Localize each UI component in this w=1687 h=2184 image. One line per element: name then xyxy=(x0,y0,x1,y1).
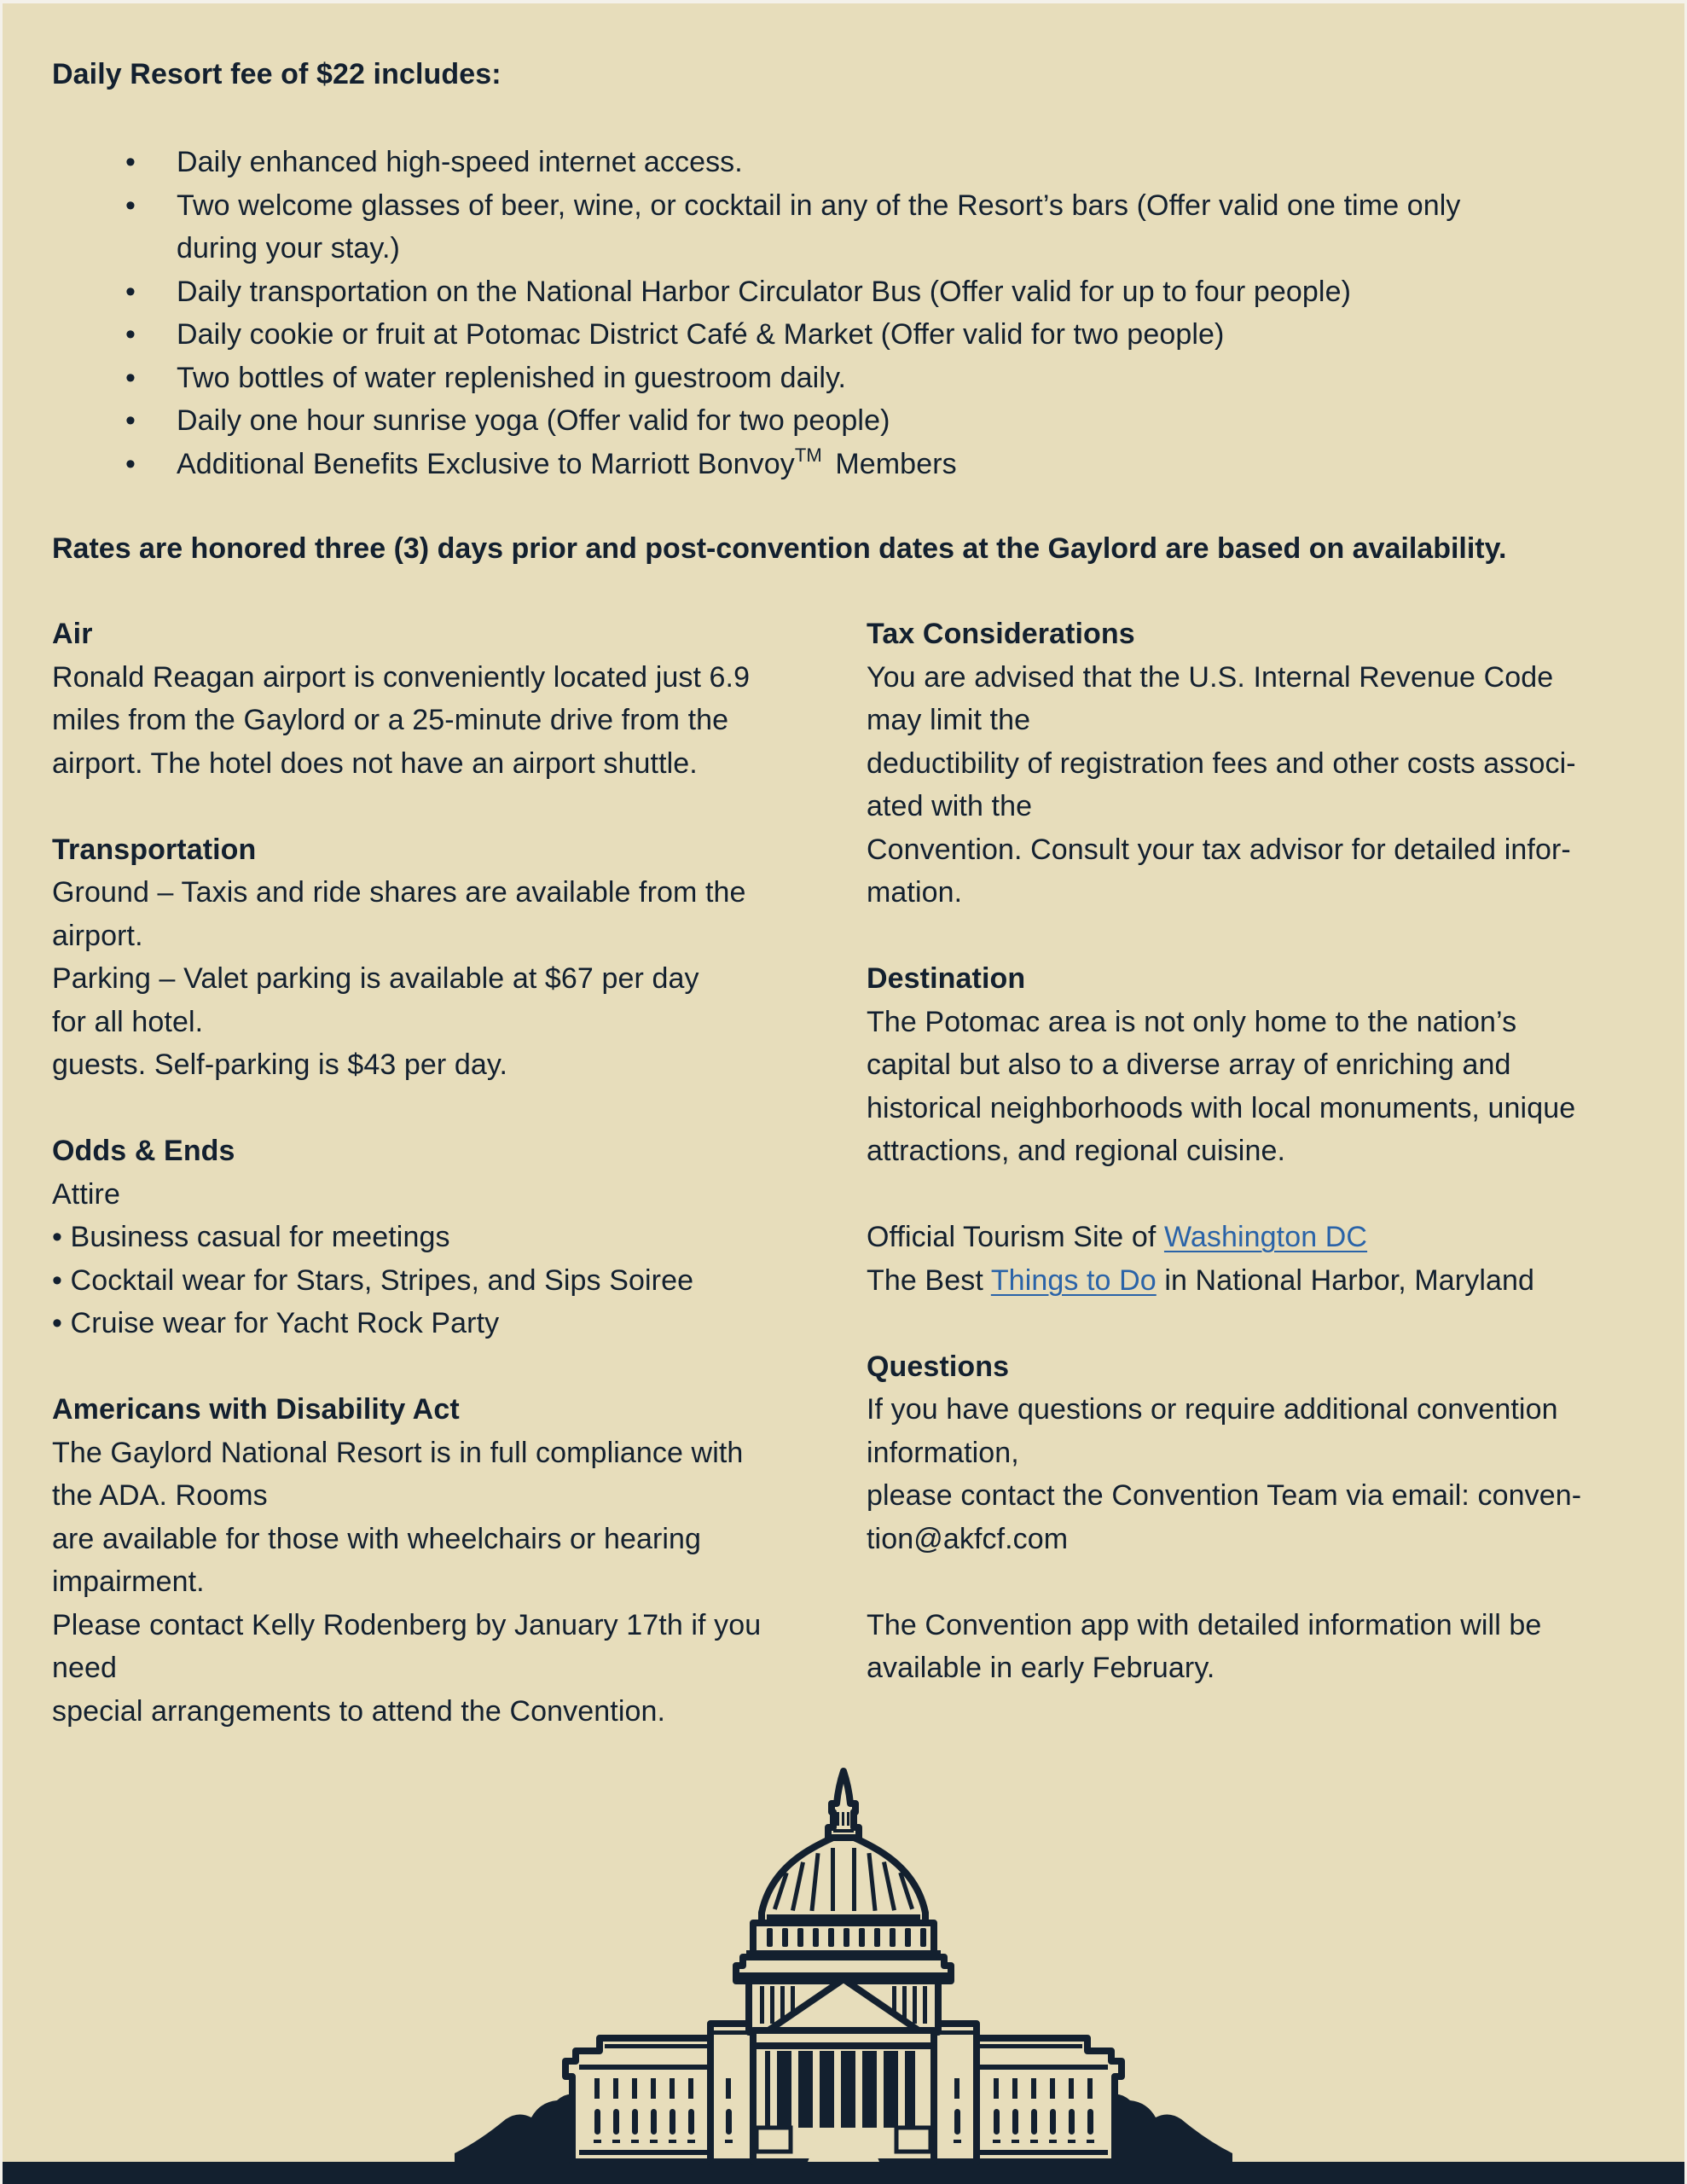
list-item: • Additional Benefits Exclusive to Marriott Bonvoy™ Members xyxy=(52,443,1630,486)
window-sill xyxy=(687,2140,695,2143)
list-item: • Daily transportation on the National Harbor Circulator Bus (Offer valid for up to four people) xyxy=(52,270,1630,314)
window-arched xyxy=(1012,2109,1018,2135)
window-arched xyxy=(994,2109,1000,2135)
window-upper xyxy=(1087,2078,1093,2099)
window-sill xyxy=(1030,2140,1038,2143)
section-ada xyxy=(52,1388,845,1733)
section-title: Tax Considerations xyxy=(867,618,1135,650)
window-upper xyxy=(670,2078,675,2099)
section-body: Attire • Business casual for meetings • Cocktail wear for Stars, Stripes, and Sips Soiree • Cruise wear for Yacht Rock Party xyxy=(52,1173,845,1345)
section-body: If you have questions or require additional convention information, please contact the Convention Team via email: conven- tion@akfcf.com The Convention app with detailed information will be available in early February. xyxy=(867,1388,1660,1690)
window-upper xyxy=(632,2078,637,2099)
bullet-icon: • xyxy=(125,189,136,222)
window-sill xyxy=(725,2140,733,2143)
things-to-do-link[interactable]: Things to Do xyxy=(990,1263,1157,1297)
section-title: Odds & Ends xyxy=(52,1135,235,1167)
window-upper xyxy=(1050,2078,1055,2099)
section-title: Questions xyxy=(867,1350,1010,1383)
bullet-icon: • xyxy=(125,146,136,178)
window-arched xyxy=(726,2109,732,2135)
section-transportation xyxy=(52,828,845,1087)
bullet-icon: • xyxy=(125,318,136,351)
section-body: You are advised that the U.S. Internal Revenue Code may limit the deductibility of registration fees and other costs associ- ated with the Convention. Consult your tax advisor for detailed infor- mation. xyxy=(867,660,1576,909)
section-questions xyxy=(867,1345,1660,1690)
list-item: • Two bottles of water replenished in guestroom daily. xyxy=(52,357,1630,400)
section-body: Ground – Taxis and ride shares are available from the airport. Parking – Valet parking is available at $67 per day for all hotel. guests. Self-parking is $43 per day. xyxy=(52,876,746,1081)
contact-email: tion@akfcf.com xyxy=(867,1522,1069,1555)
section-odds-ends xyxy=(52,1130,845,1345)
section-title: Destination xyxy=(867,962,1026,995)
window-upper xyxy=(954,2078,959,2099)
resort-fee-list xyxy=(52,141,1630,485)
bullet-icon: • xyxy=(125,361,136,394)
window-arched xyxy=(954,2109,960,2135)
section-destination xyxy=(867,957,1660,1302)
us-capitol-building-icon xyxy=(3,1752,1684,2184)
window-arched xyxy=(613,2109,619,2135)
window-sill xyxy=(1068,2140,1075,2143)
section-tax xyxy=(867,613,1660,915)
left-column xyxy=(52,613,845,1776)
window-sill xyxy=(669,2140,676,2143)
window-sill xyxy=(993,2140,1000,2143)
section-title: Air xyxy=(52,618,93,650)
things-to-do-line: The Best Things to Do in National Harbor, Maryland xyxy=(867,1263,1535,1297)
attire-item: • Cocktail wear for Stars, Stripes, and Sips Soiree xyxy=(52,1263,694,1297)
window-upper xyxy=(1031,2078,1036,2099)
window-upper xyxy=(613,2078,618,2099)
section-body: Ronald Reagan airport is conveniently located just 6.9 miles from the Gaylord or a 25-minute drive from the airport. The hotel does not have an airport shuttle. xyxy=(52,660,751,780)
footer-bar xyxy=(3,2167,1684,2184)
bullet-icon: • xyxy=(125,275,136,308)
tourism-site-line: Official Tourism Site of Washington DC xyxy=(867,1221,1368,1253)
window-arched xyxy=(632,2109,638,2135)
section-body: The Gaylord National Resort is in full compliance with the ADA. Rooms are available for those with wheelchairs or hearing impairment. Please contact Kelly Rodenberg by January 17th if you need special arrangements to attend the Convention. xyxy=(52,1436,762,1728)
trademark-symbol: TM xyxy=(794,444,822,466)
list-item: • Daily cookie or fruit at Potomac District Café & Market (Offer valid for two people) xyxy=(52,313,1630,357)
window-sill xyxy=(1012,2140,1019,2143)
document-page xyxy=(3,3,1684,2184)
bullet-icon: • xyxy=(125,404,136,437)
window-arched xyxy=(688,2109,694,2135)
window-sill xyxy=(1087,2140,1094,2143)
washington-dc-link[interactable]: Washington DC xyxy=(1163,1221,1368,1253)
window-sill xyxy=(1049,2140,1057,2143)
list-item: • Daily one hour sunrise yoga (Offer valid for two people) xyxy=(52,399,1630,443)
window-arched xyxy=(1069,2109,1075,2135)
right-column xyxy=(867,613,1660,1733)
window-upper xyxy=(726,2078,731,2099)
window-sill xyxy=(594,2140,601,2143)
window-arched xyxy=(1031,2109,1037,2135)
window-upper xyxy=(688,2078,693,2099)
window-upper xyxy=(1069,2078,1074,2099)
window-arched xyxy=(1087,2109,1093,2135)
section-body: The Potomac area is not only home to the nation’s capital but also to a diverse array of enriching and historical neighborhoods with local monuments, unique attractions, and regional cuisine. Official Tourism Site of Washington DC The Best Things to Do in National Harbor, Maryland xyxy=(867,1001,1660,1303)
window-sill xyxy=(612,2140,620,2143)
window-upper xyxy=(1012,2078,1017,2099)
window-sill xyxy=(954,2140,961,2143)
section-title: Transportation xyxy=(52,833,257,866)
window-upper xyxy=(594,2078,600,2099)
capitol-illustration xyxy=(3,1752,1684,2184)
resort-fee-heading: Daily Resort fee of $22 includes: xyxy=(52,58,501,90)
bullet-icon: • xyxy=(125,447,136,480)
window-sill xyxy=(650,2140,658,2143)
window-upper xyxy=(994,2078,999,2099)
window-upper xyxy=(651,2078,656,2099)
attire-item: • Business casual for meetings xyxy=(52,1221,450,1253)
section-title: Americans with Disability Act xyxy=(52,1393,460,1426)
window-arched xyxy=(670,2109,675,2135)
list-item: • Daily enhanced high-speed internet access. xyxy=(52,141,1630,184)
window-arched xyxy=(651,2109,657,2135)
window-arched xyxy=(594,2109,600,2135)
window-sill xyxy=(631,2140,639,2143)
window-arched xyxy=(1050,2109,1056,2135)
rates-note: Rates are honored three (3) days prior and post-convention dates at the Gaylord are based on availability. xyxy=(52,532,1507,565)
list-item: • Two welcome glasses of beer, wine, or cocktail in any of the Resort’s bars (Offer valid one time only during your stay.) xyxy=(52,184,1630,270)
section-air xyxy=(52,613,845,785)
attire-item: • Cruise wear for Yacht Rock Party xyxy=(52,1307,500,1339)
